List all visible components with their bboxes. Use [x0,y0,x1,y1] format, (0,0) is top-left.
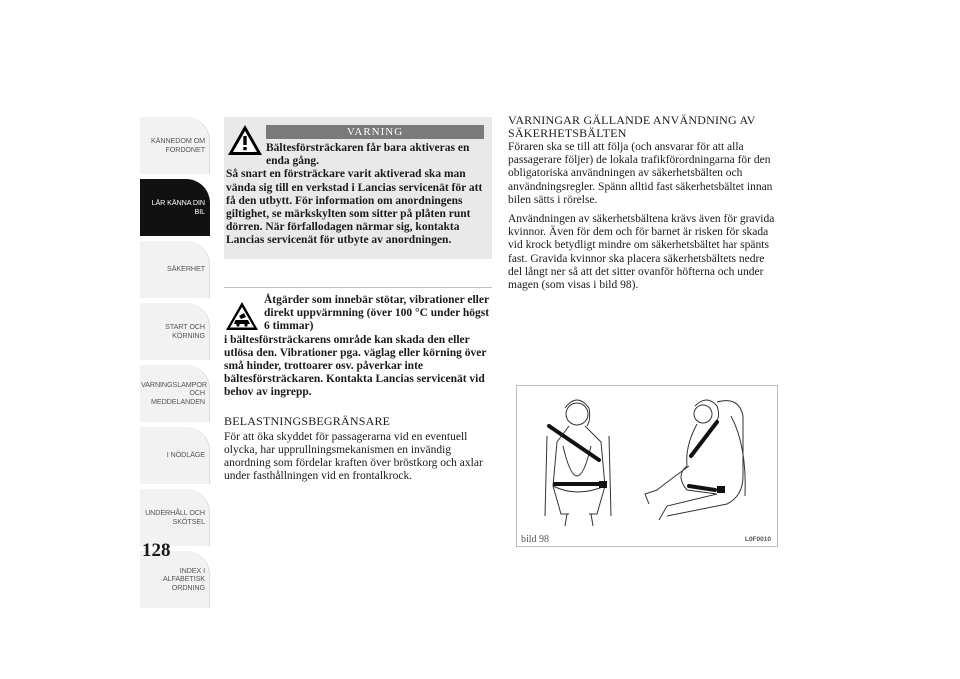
caution-lead: Åtgärder som innebär stötar, vibrationer eller direkt uppvärmning (över 100 °C under högst 6 timmar) [264,294,490,333]
sidebar-item-label: INDEX I ALFABETISK ORDNING [162,566,205,592]
sidebar-item-label: I NÖDLÄGE [166,450,205,460]
page-number: 128 [142,540,171,561]
sidebar-item-label: START OCH KÖRNING [165,322,205,340]
right-column [508,114,780,298]
sidebar-item-nodlage[interactable] [140,427,210,484]
section-heading-load-limiter: BELASTNINGSBEGRÄNSARE [224,413,391,428]
sidebar-item-underhall[interactable] [140,489,210,546]
sidebar-item-label: VARNINGSLAMPOR OCH MEDDELANDEN [141,380,207,406]
chapter-sidebar [140,117,210,613]
figure-caption: bild 98 [521,534,550,545]
sidebar-item-label: UNDERHÅLL OCH SKÖTSEL [145,508,205,526]
sidebar-item-label: LÄR KÄNNA DIN BIL [151,198,205,216]
belt-warnings-paragraph-1: Föraren ska se till att följa (och ansvarar för att alla passagerare följer) de lokala trafikförordningarna för den obligatoriska användningen av säkerhetsbälten och användningsregler. Spänn alltid fast säkerhetsbältet innan bilen sätts i rörelse. [508,141,773,206]
warning-triangle-icon [226,123,264,157]
sidebar-item-lar-kanna[interactable] [140,179,210,236]
caution-note [224,294,492,400]
sidebar-item-varningslampor[interactable] [140,365,210,422]
sidebar-item-kannedom[interactable] [140,117,210,174]
sidebar-item-start[interactable] [140,303,210,360]
belt-warnings-paragraph-2: Användningen av säkerhetsbältena krävs även för gravida kvinnor. Även för dem och för barnet är risken för skada vid krock betydligt mindre om säkerhetsbältet har spänts fast. Gravida kvinnor ska placera säkerhetsbältets nedre del långt ner så att det sitter ovanför höfterna och under magen (som visas i bild 98). [508,213,775,292]
warning-text [224,142,484,248]
sidebar-item-sakerhet[interactable] [140,241,210,298]
figure-code: L0F0010 [744,536,771,543]
left-column [224,117,492,483]
warning-header: VARNING [266,125,484,139]
warning-first-line: Bältesförsträckaren får bara aktiveras en enda gång. [266,142,470,168]
caution-body: i bältesförsträckarens område kan skada den eller utlösa den. Vibrationer pga. väglag eller körning över små hinder, trottoarer osv. påverkar inte bältesförsträckaren. Kontakta Lancias servicenät vid behov av ingrepp. [224,333,487,399]
figure-98 [516,385,778,547]
section-heading-belt-warnings: VARNINGAR GÄLLANDE ANVÄNDNING AV SÄKERHETSBÄLTEN [508,113,756,140]
sidebar-item-label: SÄKERHET [167,264,205,274]
warning-body: Så snart en försträckare varit aktiverad ska man vända sig till en verkstad i Lancias servicenät för att få den utbytt. För information om anordningens giltighet, se märkskylten som sitter på plåten runt dörren. När förfallodagen närmar sig, kontakta Lancias servicenät för utbyte av anordningen. [226,168,483,247]
load-limiter-text: För att öka skyddet för passagerarna vid en eventuell olycka, har upprullningsmekanismen en invändig anordning som fördelar kraften över bröstkorg och axlar under fasthållningen vid en frontalkrock. [224,430,483,483]
sidebar-item-label: KÄNNEDOM OM FORDONET [150,136,205,154]
divider [224,287,492,288]
warning-box [224,117,492,259]
pregnant-belt-illustration [517,386,777,532]
car-hand-caution-icon [224,300,260,332]
